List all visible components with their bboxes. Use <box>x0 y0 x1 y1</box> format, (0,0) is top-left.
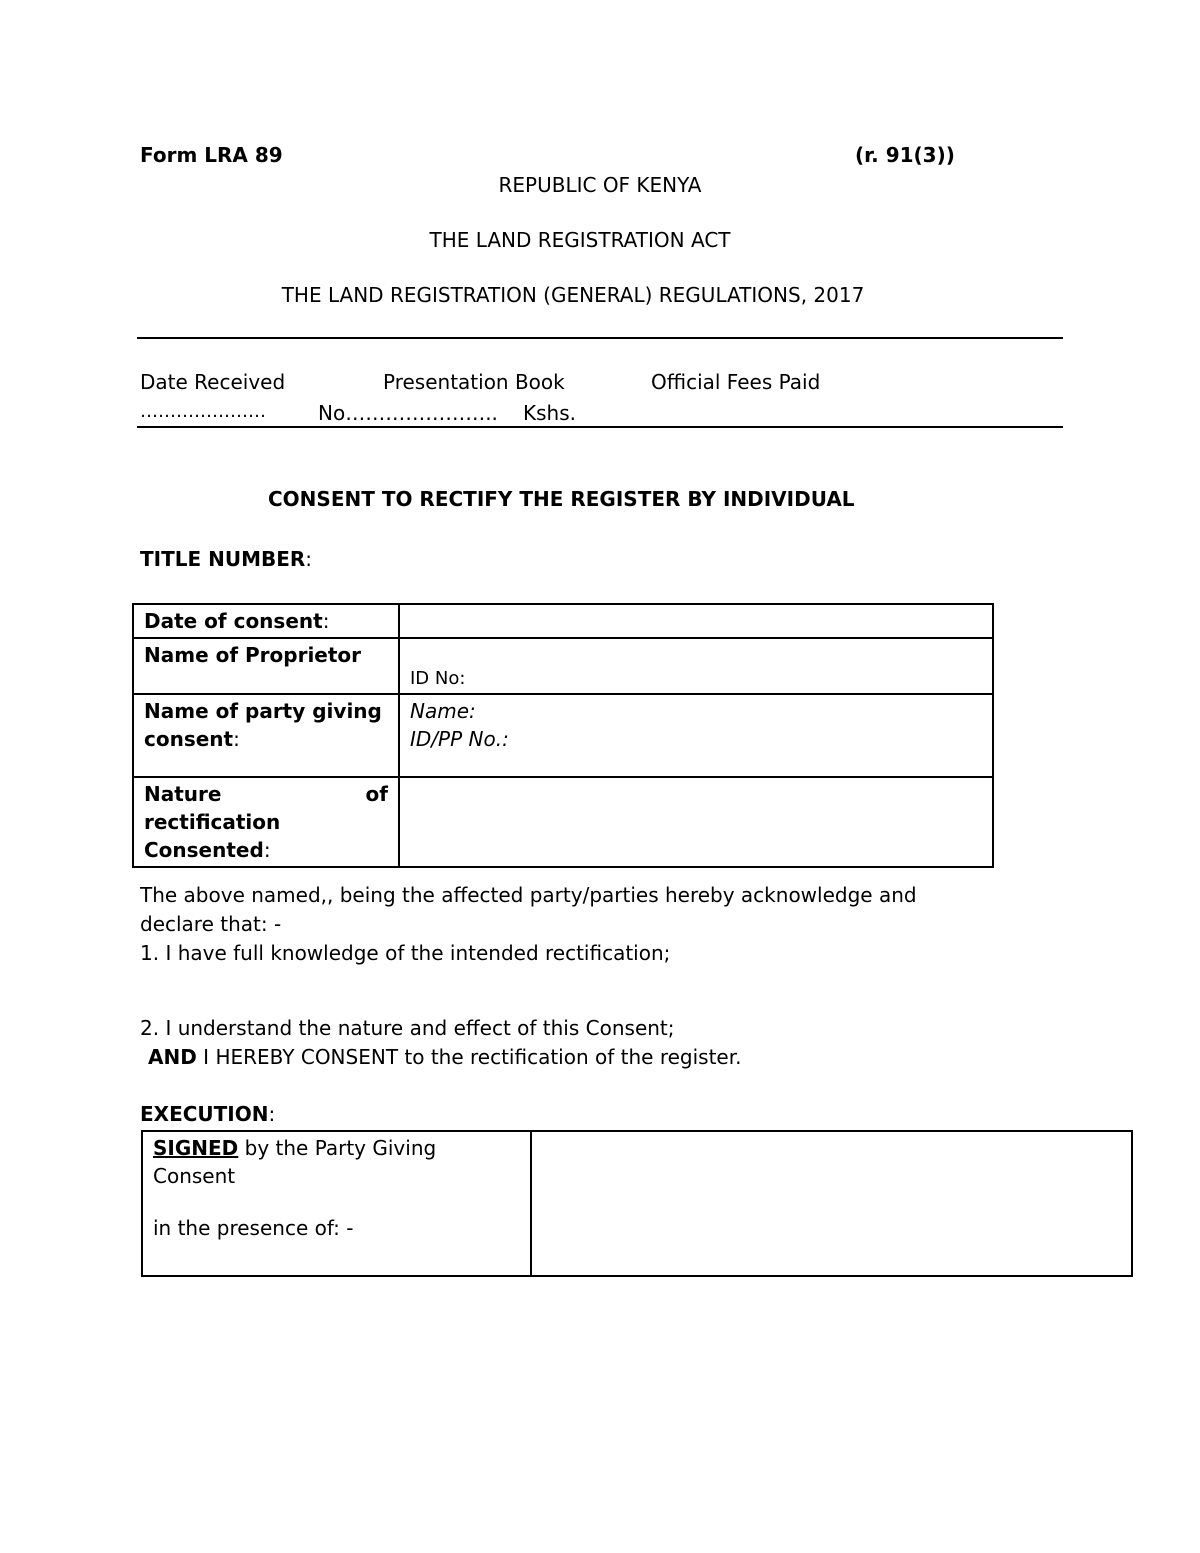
execution-heading: EXECUTION <box>140 1102 269 1126</box>
declaration-intro-line1: The above named,, being the affected party/parties hereby acknowledge and <box>140 883 917 907</box>
proprietor-label-cell <box>133 638 399 694</box>
party-label-line2: consent <box>144 727 234 751</box>
form-title: CONSENT TO RECTIFY THE REGISTER BY INDIVIDUAL <box>268 487 855 511</box>
date-of-consent-label: Date of consent <box>144 609 323 633</box>
proprietor-value[interactable] <box>399 638 993 694</box>
nature-line2: rectification <box>144 810 281 834</box>
signed-line2: Consent <box>153 1164 236 1188</box>
rule-reference: (r. 91(3)) <box>855 143 955 167</box>
date-of-consent-label-cell <box>133 604 399 638</box>
form-number: Form LRA 89 <box>140 143 283 167</box>
party-label-colon: : <box>233 727 240 751</box>
nature-of-rectification-row <box>133 777 993 867</box>
act-heading: THE LAND REGISTRATION ACT <box>429 228 731 252</box>
date-of-consent-colon: : <box>322 609 330 633</box>
official-fees-label: Official Fees Paid <box>651 370 821 394</box>
title-number-label: TITLE NUMBER <box>140 547 306 571</box>
party-id-label: ID/PP No.: <box>410 727 509 751</box>
declaration-item-2: 2. I understand the nature and effect of this Consent; <box>140 1016 675 1040</box>
proprietor-id-label: ID No: <box>410 668 466 689</box>
consent-statement <box>140 1043 741 1072</box>
nature-value[interactable] <box>399 777 993 867</box>
party-label-line1: Name of party giving <box>144 699 382 723</box>
proprietor-label: Name of Proprietor <box>144 643 362 667</box>
nature-colon: : <box>263 838 271 862</box>
consent-and: AND <box>148 1045 197 1069</box>
title-number-colon: : <box>305 547 313 571</box>
consent-rest: I HEREBY CONSENT to the rectification of the register. <box>196 1045 742 1069</box>
signed-rest: by the Party Giving <box>238 1136 437 1160</box>
declaration-item-1: 1. I have full knowledge of the intended rectification; <box>140 941 671 965</box>
execution-table <box>141 1130 1133 1277</box>
regulations-heading: THE LAND REGISTRATION (GENERAL) REGULATIONS, 2017 <box>281 283 865 307</box>
party-value[interactable] <box>399 694 993 777</box>
date-received-dots: ………………… <box>140 401 266 422</box>
presence-line: in the presence of: - <box>153 1216 354 1240</box>
party-giving-consent-row <box>133 694 993 777</box>
party-name-label: Name: <box>410 699 476 723</box>
republic-heading: REPUBLIC OF KENYA <box>498 173 702 197</box>
execution-colon: : <box>268 1102 276 1126</box>
declaration-intro-line2: declare that: - <box>140 912 282 936</box>
party-label-cell <box>133 694 399 777</box>
nature-word2: of <box>365 782 388 806</box>
nature-label-cell <box>133 777 399 867</box>
signed-label-cell <box>142 1131 531 1276</box>
proprietor-row <box>133 638 993 694</box>
signed-word: SIGNED <box>153 1136 239 1160</box>
declaration-continued <box>140 1014 741 1072</box>
consent-details-table <box>132 603 994 868</box>
presentation-book-label: Presentation Book <box>383 370 565 394</box>
presentation-book-number: No………………….. <box>318 401 498 425</box>
signature-cell[interactable] <box>531 1131 1132 1276</box>
date-received-label: Date Received <box>140 370 286 394</box>
date-of-consent-row <box>133 604 993 638</box>
nature-word1: Nature <box>144 782 222 806</box>
execution-row <box>142 1131 1132 1276</box>
nature-line3: Consented <box>144 838 264 862</box>
date-of-consent-value[interactable] <box>399 604 993 638</box>
declaration-intro <box>140 881 917 968</box>
bottom-rule <box>137 426 1063 428</box>
fees-currency: Kshs. <box>523 401 576 425</box>
title-number-line <box>140 547 312 571</box>
top-rule <box>137 337 1063 339</box>
execution-heading-line <box>140 1102 275 1126</box>
